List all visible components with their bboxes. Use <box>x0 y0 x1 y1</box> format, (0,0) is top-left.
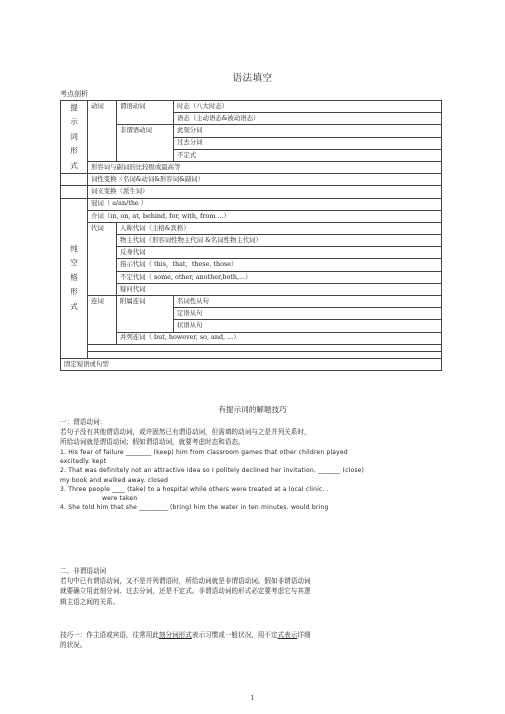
tip-text: 详细 <box>297 631 311 639</box>
weiyu-dongci-cell: 谓语动词 <box>117 101 174 125</box>
question-1-cont: excitedly. kept <box>60 457 107 465</box>
daici-cell: 代词 <box>88 222 117 295</box>
tip-text: 技巧一：作主语或宾语，往常用此 <box>60 631 159 639</box>
tip-line-cont: 的状况。 <box>60 641 87 650</box>
page-number: 1 <box>250 695 255 702</box>
part2-block <box>60 566 450 607</box>
tip-underline: 刻分词形式 <box>158 631 192 639</box>
shitai-cell: 时态（八大时态） <box>174 101 442 113</box>
guoqu-fenci-cell: 过去分词 <box>174 137 442 149</box>
fanshen-cell: 反身代词 <box>117 247 442 259</box>
page-title: 语法填空 <box>232 73 273 84</box>
part1-heading: 一：谓语动词： <box>60 418 107 426</box>
part2-heading: 二、非谓语动词 <box>60 567 107 575</box>
tip-underline: 式表示 <box>277 631 298 639</box>
question-2-cont: my book and walked away. closed <box>60 476 169 484</box>
tishi-cont-cell <box>61 186 88 198</box>
fei-weiyu-cell: 非谓语动词 <box>117 125 174 162</box>
question-4: 4. She told him that she _________ (bring) him the water in ten minutes. would bring <box>60 504 329 512</box>
guanci-cell: 冠词（ a/an/the ） <box>88 198 442 210</box>
part1-block <box>60 417 450 513</box>
guding-cell: 固定短语或句型 <box>61 358 442 370</box>
jieci-cell: 介词（in, on, at, behind, for, with, from ...） <box>88 210 442 222</box>
buding-daici-cell: 不定代词（ some, other, another,both,...） <box>117 271 442 283</box>
question-3: 3. Three people ____ (take) to a hospital while others were treated at a local clinic. . <box>60 485 329 493</box>
subtitle: 有提示词的解题技巧 <box>218 405 287 414</box>
renchen-cell: 人称代词（主格&宾格） <box>117 222 442 234</box>
binglie-cell: 并列连词（ but, however, so, and, ...） <box>117 332 442 344</box>
section-label: 考点剖析 <box>60 90 88 98</box>
budingshi-cell: 不定式 <box>174 149 442 161</box>
zhuangyu-cong-cell: 状语从句 <box>174 320 442 332</box>
zhishi-cell: 指示代词（ this，that，these, those） <box>117 259 442 271</box>
spacer-cell <box>88 344 442 351</box>
lianci-cell: 连词 <box>88 296 117 345</box>
tishi-cell: 提示词形式 <box>61 101 88 174</box>
fushu-cell: 附属连词 <box>117 296 174 333</box>
part1-para-line: 所给动词就是谓语动词；假如谓语动词，就要考虑时态和语态。 <box>60 438 245 447</box>
wuzhu-cell: 物主代词（形容词性物主代词 &名词性物主代词） <box>117 235 442 247</box>
tip-line <box>60 630 450 640</box>
tip-block <box>60 630 450 650</box>
spacer-cell <box>88 351 442 358</box>
question-2: 2. That was definitely not an attractive idea so I politely declined her invitation, _______ (close) <box>60 467 365 475</box>
tishi-cont-cell <box>61 174 88 186</box>
ciyi-cell: 词义变换（派生词） <box>88 186 442 198</box>
tip-text: 表示习惯或一般状况，用不定 <box>191 631 278 639</box>
question-3-cont: were taken <box>102 495 138 503</box>
part1-para-line: 若句子没有其他谓语动词，或许固然已有谓语动词，但需填的动词与之是并列关系时， <box>60 428 311 437</box>
yiwen-cell: 疑问代词 <box>117 283 442 295</box>
xianzai-fenci-cell: 此刻分词 <box>174 125 442 137</box>
mingci-cong-cell: 名词性从句 <box>174 296 442 308</box>
dongci-cell: 动词 <box>88 101 117 162</box>
chunkong-cell: 纯空格形式 <box>61 198 88 358</box>
question-1: 1. His fear of failure ________ (keep) him from classroom games that other children played <box>60 448 348 456</box>
bijiao-cell: 形容词与副词的比较级或最高等 <box>88 161 442 173</box>
grammar-table <box>60 100 442 371</box>
part2-para-line: 辑主语之间的关系。 <box>60 597 120 606</box>
part2-para-line: 若句中已有谓语动词，又不是并列谓语时，所给动词就是非谓语动词。假如非谓语动词 <box>60 577 311 586</box>
dingyu-cong-cell: 定语从句 <box>174 308 442 320</box>
cixing-cell: 词性变换（名词&动词&形容词&副词） <box>88 174 442 186</box>
yutai-cell: 语态（主动语态&被动语态） <box>174 113 442 125</box>
part2-para-line: 就要确立用此刻分词、过去分词，还是不定式。非谓语动词的形式必定要考虑它与其逻 <box>60 587 311 596</box>
